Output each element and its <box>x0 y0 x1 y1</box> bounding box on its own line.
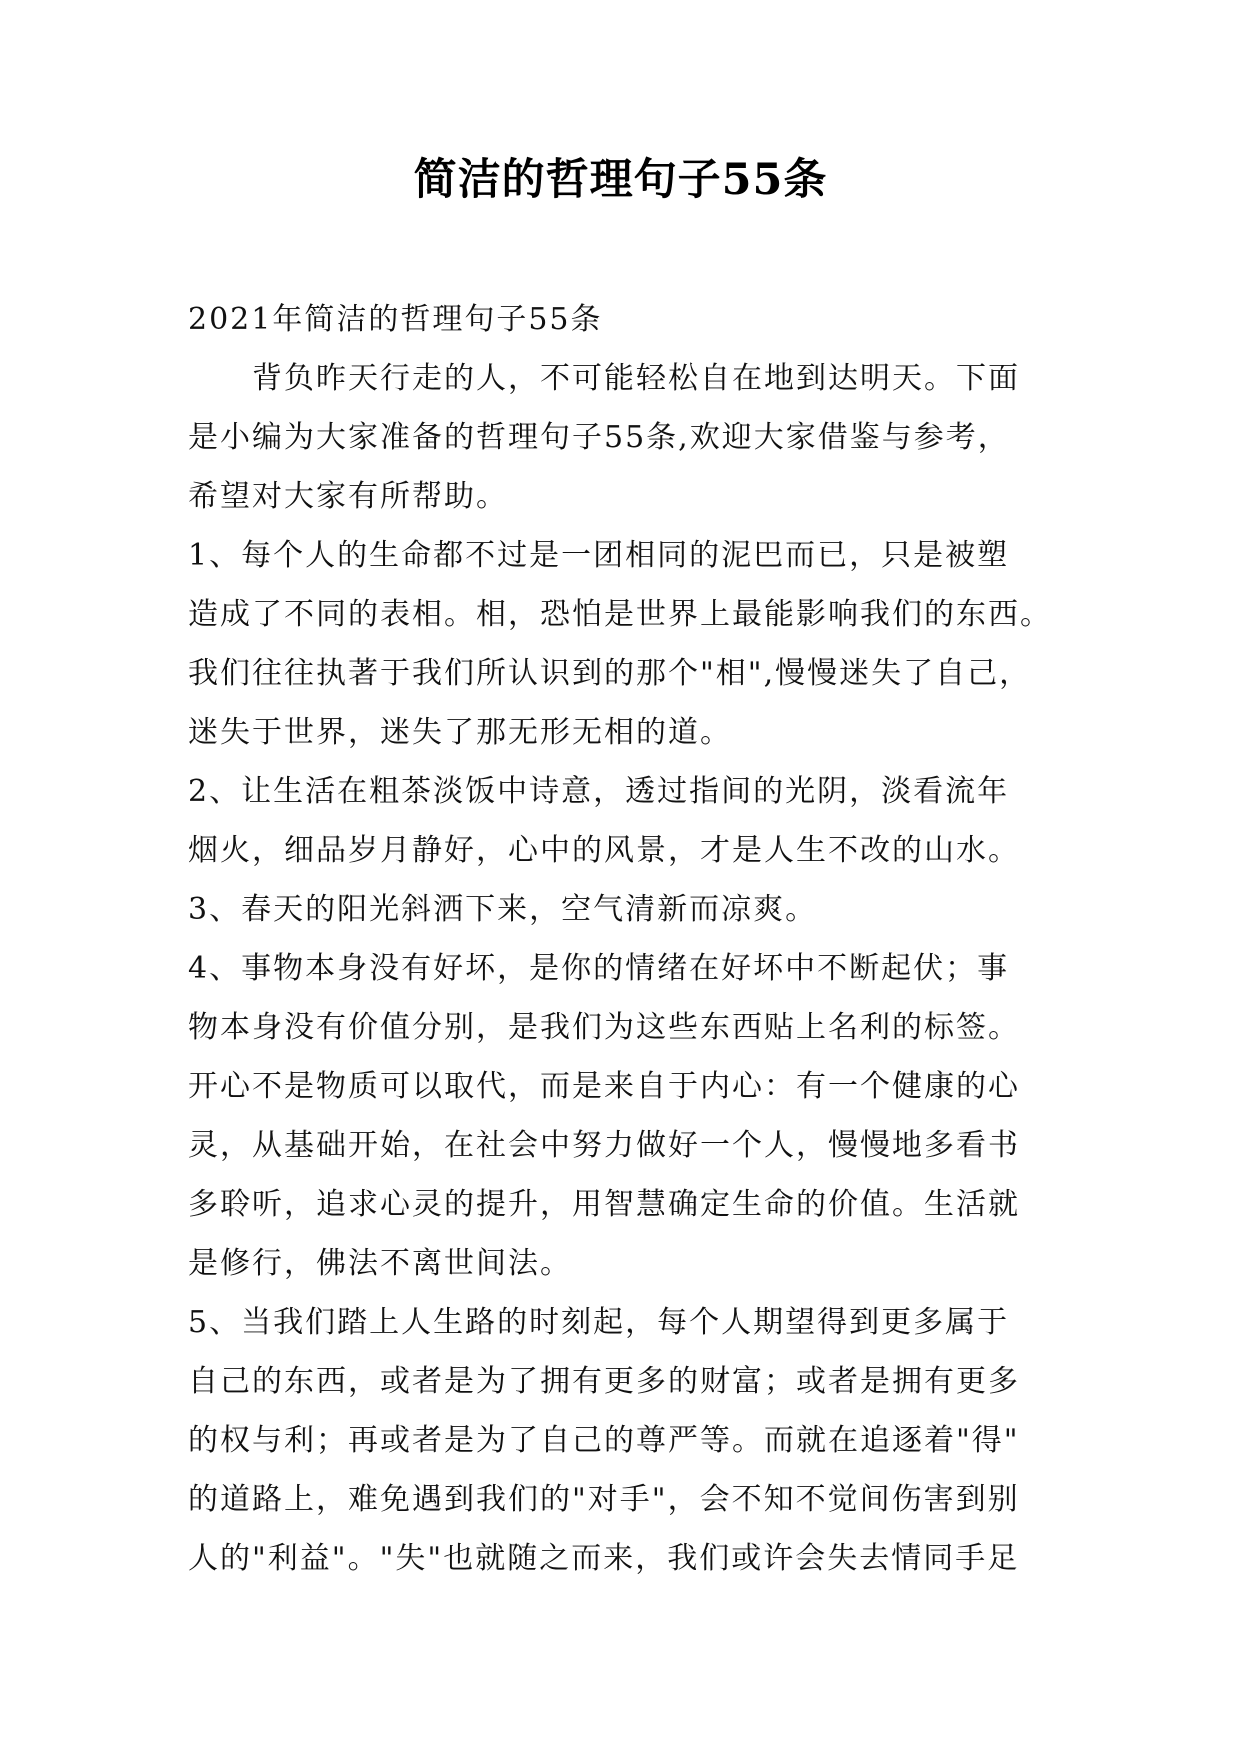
intro-line: 是小编为大家准备的哲理句子55条,欢迎大家借鉴与参考， <box>188 420 1010 455</box>
paragraph-line: 物本身没有价值分别，是我们为这些东西贴上名利的标签。 <box>188 1010 1020 1045</box>
paragraph-line: 3、春天的阳光斜洒下来，空气清新而凉爽。 <box>188 892 818 927</box>
intro-line: 背负昨天行走的人，不可能轻松自在地到达明天。下面 <box>252 361 1020 396</box>
paragraph-line: 5、当我们踏上人生路的时刻起，每个人期望得到更多属于 <box>188 1305 1010 1340</box>
paragraph-line: 多聆听，追求心灵的提升，用智慧确定生命的价值。生活就 <box>188 1187 1020 1222</box>
paragraph-line: 迷失于世界，迷失了那无形无相的道。 <box>188 715 732 750</box>
document-body <box>188 290 1064 1588</box>
paragraph-line: 烟火，细品岁月静好，心中的风景，才是人生不改的山水。 <box>188 833 1020 868</box>
subtitle-line: 2021年简洁的哲理句子55条 <box>188 302 603 337</box>
intro-line: 希望对大家有所帮助。 <box>188 479 508 514</box>
paragraph-line: 造成了不同的表相。相，恐怕是世界上最能影响我们的东西。 <box>188 597 1052 632</box>
paragraph-line: 1、每个人的生命都不过是一团相同的泥巴而已，只是被塑 <box>188 538 1010 573</box>
document-title: 简洁的哲理句子55条 <box>413 155 828 205</box>
paragraph-line: 的权与利；再或者是为了自己的尊严等。而就在追逐着"得" <box>188 1423 1020 1458</box>
paragraph-line: 自己的东西，或者是为了拥有更多的财富；或者是拥有更多 <box>188 1364 1020 1399</box>
paragraph-line: 是修行，佛法不离世间法。 <box>188 1246 572 1281</box>
paragraph-line: 2、让生活在粗茶淡饭中诗意，透过指间的光阴，淡看流年 <box>188 774 1010 809</box>
paragraph-line: 人的"利益"。"失"也就随之而来，我们或许会失去情同手足 <box>188 1541 1020 1576</box>
paragraph-line: 的道路上，难免遇到我们的"对手"，会不知不觉间伤害到别 <box>188 1482 1020 1517</box>
paragraph-line: 我们往往执著于我们所认识到的那个"相",慢慢迷失了自己， <box>188 656 1032 691</box>
paragraph-line: 开心不是物质可以取代，而是来自于内心：有一个健康的心 <box>188 1069 1020 1104</box>
paragraph-line: 灵，从基础开始，在社会中努力做好一个人，慢慢地多看书 <box>188 1128 1020 1163</box>
paragraph-line: 4、事物本身没有好坏，是你的情绪在好坏中不断起伏；事 <box>188 951 1010 986</box>
